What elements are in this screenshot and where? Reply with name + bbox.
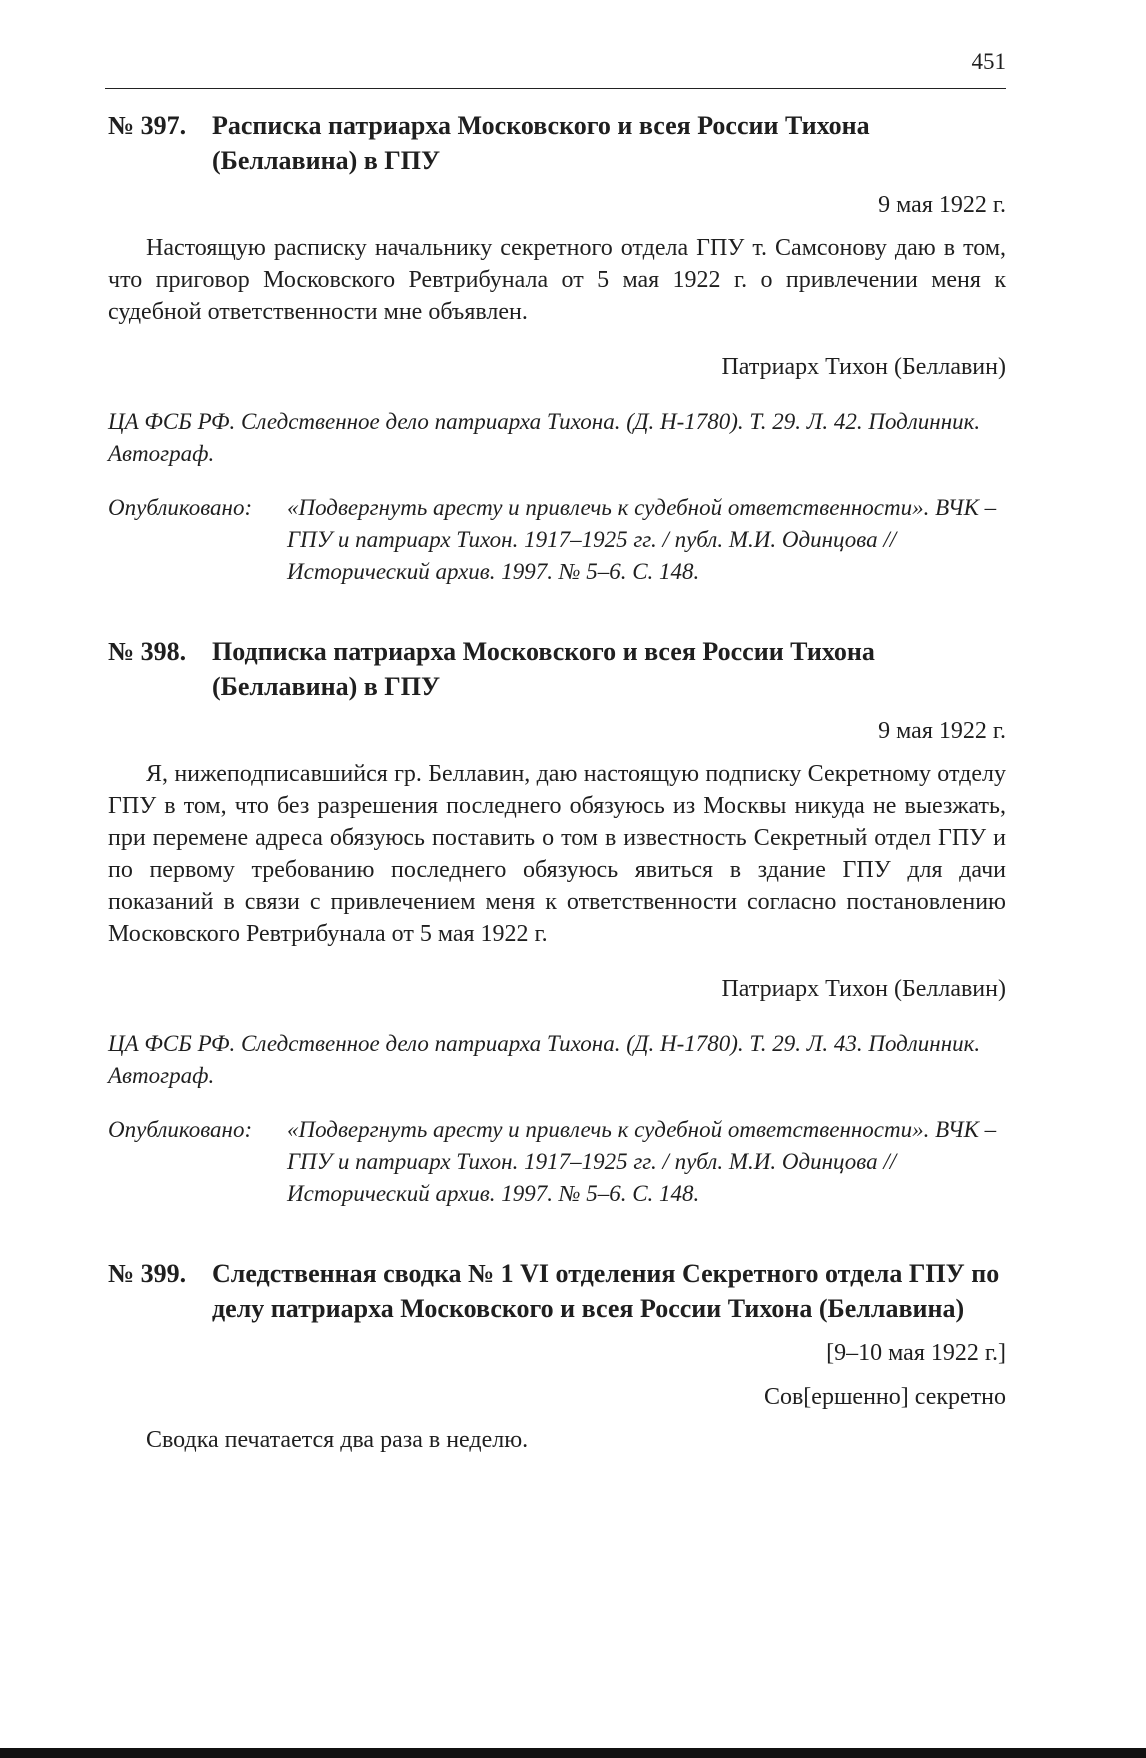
- document-body: Я, нижеподписавшийся гр. Беллавин, даю настоящую подписку Секретному отделу ГПУ в том, что без разрешения последнего обязуюсь из Москвы никуда не выезжать, при перемене адреса обязуюсь поставить о том в известность Секретный отдел ГПУ и по первому требованию последнего обязуюсь явиться в здание ГПУ для дачи показаний в связи с привлечением меня к ответственности согласно постановлению Московского Ревтрибунала от 5 мая 1922 г.: [108, 761, 1006, 947]
- document-number: № 398.: [108, 637, 187, 666]
- document-399: [108, 1256, 1006, 1456]
- document-number: № 397.: [108, 111, 187, 140]
- document-signature: Патриарх Тихон (Беллавин): [721, 976, 1006, 1002]
- publication-label: Опубликовано:: [108, 495, 253, 520]
- document-signature: Патриарх Тихон (Беллавин): [721, 354, 1006, 380]
- archive-source: ЦА ФСБ РФ. Следственное дело патриарха Тихона. (Д. Н-1780). Т. 29. Л. 43. Подлинник. Автограф.: [108, 1031, 981, 1088]
- publication-text: «Подвергнуть аресту и привлечь к судебной ответственности». ВЧК – ГПУ и патриарх Тихон. 1917–1925 гг. / публ. М.И. Одинцова // Исторический архив. 1997. № 5–6. С. 148.: [287, 1117, 997, 1206]
- document-date: 9 мая 1922 г.: [878, 192, 1006, 218]
- archive-source: ЦА ФСБ РФ. Следственное дело патриарха Тихона. (Д. Н-1780). Т. 29. Л. 42. Подлинник. Автограф.: [108, 409, 981, 466]
- document-398: [108, 634, 1006, 1210]
- document-body: Настоящую расписку начальнику секретного отдела ГПУ т. Самсонову даю в том, что приговор Московского Ревтрибунала от 5 мая 1922 г. о привлечении меня к судебной ответственности мне объявлен.: [108, 235, 1006, 325]
- publication-note: [108, 492, 1006, 588]
- classification-stamp: Сов[ершенно] секретно: [763, 1384, 1006, 1410]
- document-title-text: Следственная сводка № 1 VI отделения Секретного отдела ГПУ по делу патриарха Московского и всея России Тихона (Беллавина): [212, 1259, 1000, 1323]
- publication-note: [108, 1114, 1006, 1210]
- page-number: 451: [971, 49, 1006, 74]
- document-date: [9–10 мая 1922 г.]: [826, 1340, 1006, 1366]
- document-397: [108, 108, 1006, 588]
- document-body: Сводка печатается два раза в неделю.: [146, 1427, 529, 1453]
- document-title-text: Подписка патриарха Московского и всея России Тихона (Беллавина) в ГПУ: [212, 637, 875, 701]
- document-title: [108, 1256, 1006, 1326]
- document-number: № 399.: [108, 1259, 187, 1288]
- header-rule: [105, 88, 1006, 89]
- document-title: [108, 634, 1006, 704]
- publication-text: «Подвергнуть аресту и привлечь к судебной ответственности». ВЧК – ГПУ и патриарх Тихон. 1917–1925 гг. / публ. М.И. Одинцова // Исторический архив. 1997. № 5–6. С. 148.: [287, 495, 997, 584]
- document-date: 9 мая 1922 г.: [878, 718, 1006, 744]
- page-content: [108, 100, 1006, 1456]
- document-title: [108, 108, 1006, 178]
- bottom-border: [0, 1748, 1146, 1758]
- document-title-text: Расписка патриарха Московского и всея России Тихона (Беллавина) в ГПУ: [212, 111, 870, 175]
- publication-label: Опубликовано:: [108, 1117, 253, 1142]
